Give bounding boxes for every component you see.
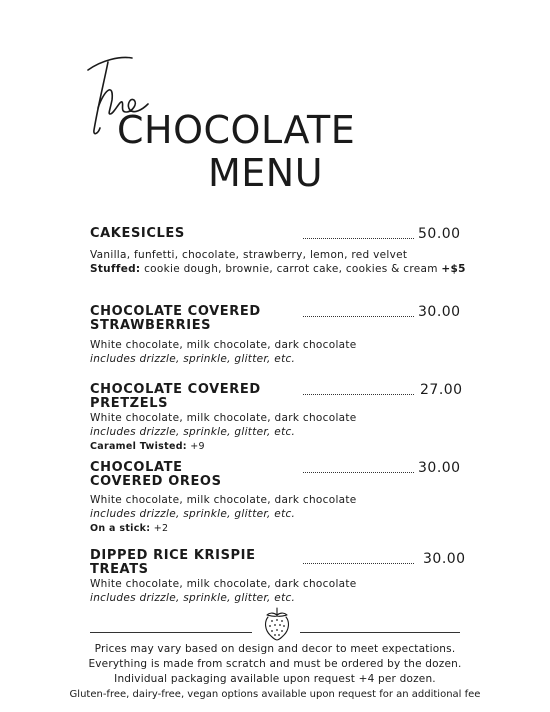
item-name: CAKESICLES bbox=[90, 226, 185, 241]
strawberry-icon bbox=[262, 606, 292, 642]
divider-right bbox=[300, 632, 460, 633]
leader-dots bbox=[303, 563, 414, 564]
leader-dots bbox=[303, 316, 414, 317]
footer-line: Everything is made from scratch and must be ordered by the dozen. bbox=[88, 658, 462, 670]
title-line-2: MENU bbox=[208, 151, 324, 195]
divider-left bbox=[90, 632, 252, 633]
item-description: White chocolate, milk chocolate, dark chocolate bbox=[90, 412, 357, 424]
item-description: Vanilla, funfetti, chocolate, strawberry, lemon, red velvet bbox=[90, 249, 408, 261]
extra-price: +$5 bbox=[441, 263, 466, 275]
item-name-line-2: COVERED OREOS bbox=[90, 474, 222, 489]
item-note: includes drizzle, sprinkle, glitter, etc. bbox=[90, 508, 296, 520]
item-name-line-1: DIPPED RICE KRISPIE bbox=[90, 548, 256, 563]
item-note: includes drizzle, sprinkle, glitter, etc. bbox=[90, 592, 296, 604]
extra-label: On a stick: bbox=[90, 523, 151, 534]
item-name-line-1: CHOCOLATE bbox=[90, 460, 183, 475]
item-description: White chocolate, milk chocolate, dark chocolate bbox=[90, 494, 357, 506]
item-note: includes drizzle, sprinkle, glitter, etc. bbox=[90, 426, 296, 438]
extra-text: cookie dough, brownie, carrot cake, cookies & cream bbox=[140, 263, 442, 275]
footer-line: Prices may vary based on design and decor to meet expectations. bbox=[94, 643, 456, 655]
item-extra bbox=[90, 440, 205, 454]
leader-dots bbox=[303, 472, 414, 473]
item-extra bbox=[90, 522, 168, 536]
extra-label: Caramel Twisted: bbox=[90, 441, 187, 452]
item-name-line-1: CHOCOLATE COVERED bbox=[90, 304, 261, 319]
extra-label: Stuffed: bbox=[90, 263, 141, 275]
item-description: White chocolate, milk chocolate, dark chocolate bbox=[90, 578, 357, 590]
footer-line: Gluten-free, dairy-free, vegan options available upon request for an additional fee bbox=[69, 689, 481, 700]
extra-text: +2 bbox=[150, 523, 169, 534]
item-extra bbox=[90, 262, 466, 276]
item-price: 27.00 bbox=[420, 382, 463, 398]
item-name-line-1: CHOCOLATE COVERED bbox=[90, 382, 261, 397]
item-price: 30.00 bbox=[418, 304, 461, 320]
leader-dots bbox=[303, 238, 414, 239]
item-price: 50.00 bbox=[418, 226, 461, 242]
leader-dots bbox=[303, 394, 414, 395]
extra-text: +9 bbox=[186, 441, 205, 452]
item-note: includes drizzle, sprinkle, glitter, etc. bbox=[90, 353, 296, 365]
item-price: 30.00 bbox=[423, 551, 466, 567]
item-description: White chocolate, milk chocolate, dark chocolate bbox=[90, 339, 357, 351]
item-price: 30.00 bbox=[418, 460, 461, 476]
item-name-line-2: STRAWBERRIES bbox=[90, 318, 212, 333]
item-name-line-2: TREATS bbox=[90, 562, 149, 577]
footer-line: Individual packaging available upon request +4 per dozen. bbox=[114, 673, 436, 685]
item-name-line-2: PRETZELS bbox=[90, 396, 169, 411]
title-line-1: CHOCOLATE bbox=[117, 108, 356, 152]
